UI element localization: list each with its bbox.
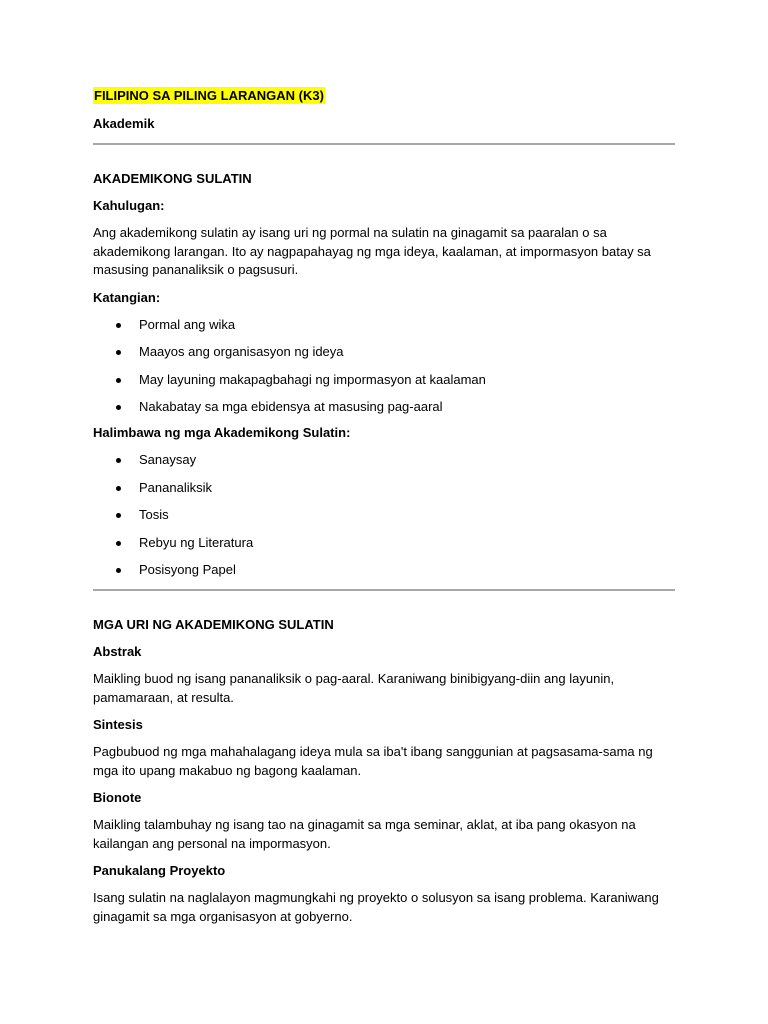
divider [93, 589, 675, 591]
bullet-icon [116, 378, 121, 383]
section-heading-mga-uri: MGA URI NG AKADEMIKONG SULATIN [93, 617, 334, 632]
section-heading-akademikong-sulatin: AKADEMIKONG SULATIN [93, 171, 252, 186]
bullet-icon [116, 323, 121, 328]
label-kahulugan: Kahulugan: [93, 198, 165, 213]
bullet-icon [116, 513, 121, 518]
paragraph-panukalang-proyekto: Isang sulatin na naglalayon magmungkahi ng proyekto o solusyon sa isang problema. Karaniwang ginagamit sa mga organisasyon at gobyerno. [93, 890, 659, 924]
list-halimbawa [93, 451, 675, 579]
list-item [93, 343, 675, 361]
list-item-text: May layuning makapagbahagi ng impormasyon at kaalaman [139, 371, 486, 387]
list-item [93, 451, 675, 469]
list-katangian [93, 316, 675, 417]
bullet-icon [116, 405, 121, 410]
list-item [93, 506, 675, 524]
bullet-icon [116, 458, 121, 463]
list-item-text: Posisyong Papel [139, 562, 236, 577]
list-item [93, 534, 675, 552]
label-abstrak: Abstrak [93, 644, 142, 659]
list-item-text: Tosis [139, 507, 169, 522]
label-katangian: Katangian: [93, 289, 161, 305]
divider [93, 143, 675, 145]
bullet-icon [116, 350, 121, 355]
bullet-icon [116, 568, 121, 573]
list-item-text: Pormal ang wika [139, 316, 236, 332]
list-item [93, 479, 675, 497]
list-item-text: Rebyu ng Literatura [139, 534, 254, 550]
bullet-icon [116, 541, 121, 546]
label-halimbawa: Halimbawa ng mga Akademikong Sulatin: [93, 425, 351, 440]
list-item [93, 398, 675, 416]
paragraph-bionote: Maikling talambuhay ng isang tao na ginagamit sa mga seminar, aklat, at iba pang okasyon na kailangan ang personal na impormasyon. [93, 817, 636, 851]
paragraph-kahulugan: Ang akademikong sulatin ay isang uri ng pormal na sulatin na ginagamit sa paaralan o sa akademikong larangan. Ito ay nagpapahayag ng mga ideya, kaalaman, at impormasyon batay sa masusing pananaliksik o pagsusuri. [93, 225, 651, 277]
paragraph-sintesis: Pagbubuod ng mga mahahalagang ideya mula sa iba't ibang sanggunian at pagsasama-sama ng mga ito upang makabuo ng bagong kaalaman. [93, 744, 653, 778]
list-item-text: Nakabatay sa mga ebidensya at masusing pag-aaral [139, 399, 443, 414]
bullet-icon [116, 486, 121, 491]
list-item [93, 371, 675, 389]
label-sintesis: Sintesis [93, 717, 143, 732]
list-item-text: Sanaysay [139, 452, 197, 467]
list-item-text: Maayos ang organisasyon ng ideya [139, 344, 344, 359]
paragraph-abstrak: Maikling buod ng isang pananaliksik o pag-aaral. Karaniwang binibigyang-diin ang layunin, pamamaraan, at resulta. [93, 671, 615, 705]
document-content [93, 87, 675, 926]
list-item [93, 561, 675, 579]
document-title: FILIPINO SA PILING LARANGAN (K3) [94, 88, 324, 103]
label-bionote: Bionote [93, 790, 142, 805]
label-panukalang-proyekto: Panukalang Proyekto [93, 863, 226, 878]
list-item [93, 316, 675, 334]
document-subtitle: Akademik [93, 116, 155, 131]
list-item-text: Pananaliksik [139, 479, 212, 495]
